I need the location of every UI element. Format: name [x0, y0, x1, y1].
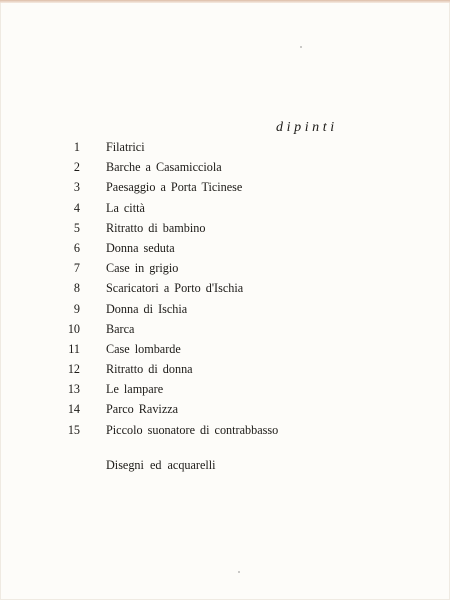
entry-title: Case in grigio: [106, 261, 179, 276]
page-top-edge: [0, 0, 450, 3]
paper-speck: [238, 571, 240, 573]
list-item: [58, 157, 418, 177]
entry-title: Donna di Ischia: [106, 301, 188, 316]
entry-number: 14: [67, 402, 80, 417]
section-title: dipinti: [276, 120, 338, 135]
entry-title: Paesaggio a Porta Ticinese: [106, 180, 243, 195]
list-item: [58, 198, 418, 218]
list-item: [58, 379, 418, 399]
list-item: [58, 420, 418, 440]
entry-title: Ritratto di donna: [106, 362, 193, 377]
entry-title: La città: [106, 200, 145, 215]
list-item: [58, 137, 418, 157]
entry-title: Piccolo suonatore di contrabbasso: [106, 422, 279, 437]
entry-title: Ritratto di bambino: [106, 220, 206, 235]
entry-title: Case lombarde: [106, 341, 181, 356]
list-item: [58, 399, 418, 419]
entry-number: 1: [73, 140, 80, 154]
list-item: [58, 258, 418, 278]
entry-title: Scaricatori a Porto d'Ischia: [106, 281, 244, 296]
paper-speck: [300, 46, 302, 48]
list-item: [58, 299, 418, 319]
entry-number: 12: [67, 362, 80, 377]
entry-number: 7: [73, 261, 80, 276]
entry-title: Filatrici: [106, 140, 145, 154]
entry-title: Donna seduta: [106, 240, 175, 255]
entry-number: 13: [67, 382, 80, 397]
entry-title: Barca: [106, 321, 135, 336]
entry-title: Le lampare: [106, 382, 164, 397]
entry-number: 10: [67, 321, 80, 336]
entry-number: 3: [73, 180, 80, 195]
list-item: [58, 319, 418, 339]
entry-title: Parco Ravizza: [106, 402, 179, 417]
list-item: [58, 278, 418, 298]
entry-title: Barche a Casamicciola: [106, 160, 222, 175]
entry-number: 6: [73, 240, 80, 255]
list-item: [58, 339, 418, 359]
entry-number: 4: [73, 200, 80, 215]
entry-number: 9: [73, 301, 80, 316]
list-item: [58, 359, 418, 379]
entry-number: 2: [73, 160, 80, 175]
entry-number: 8: [73, 281, 80, 296]
list-item: [58, 218, 418, 238]
drawings-heading: Disegni ed acquarelli: [106, 458, 216, 472]
contents-list: [58, 137, 418, 440]
entry-number: 5: [73, 220, 80, 235]
entry-number: 15: [67, 422, 80, 437]
list-item: [58, 238, 418, 258]
list-item: [58, 177, 418, 197]
entry-number: 11: [68, 341, 80, 356]
